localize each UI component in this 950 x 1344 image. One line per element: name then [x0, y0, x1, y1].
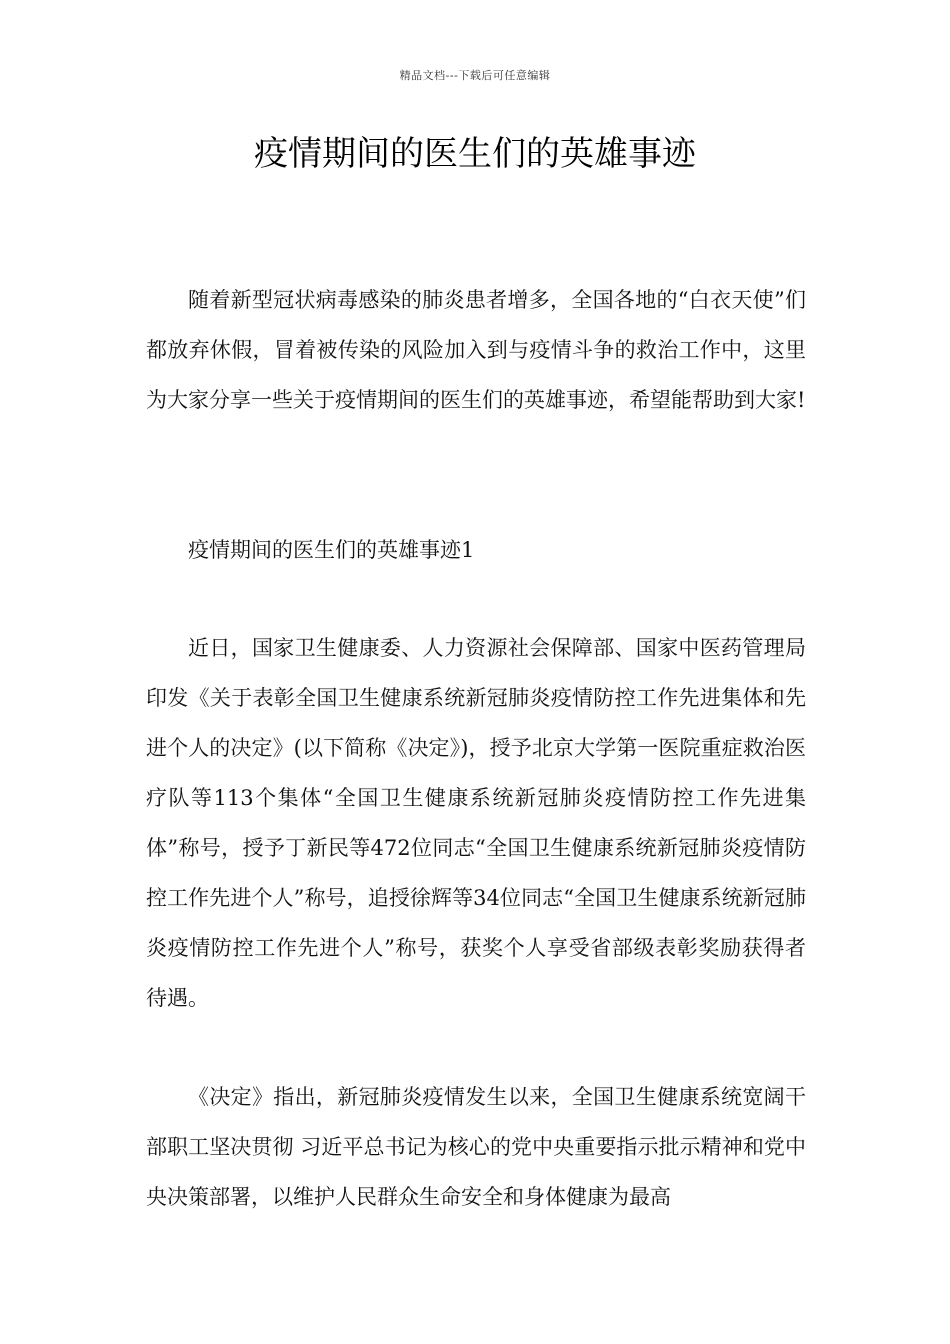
- section-heading: 疫情期间的医生们的英雄事迹1: [188, 538, 475, 562]
- paragraph-intro: 随着新型冠状病毒感染的肺炎患者增多，全国各地的“白衣天使”们都放弃休假，冒着被传染的风险加入到与疫情斗争的救治工作中，这里为大家分享一些关于疫情期间的医生们的英雄事迹，希望能帮助到大家!: [146, 288, 806, 412]
- paragraph-commendation: 近日，国家卫生健康委、人力资源社会保障部、国家中医药管理局印发《关于表彰全国卫生健康系统新冠肺炎疫情防控工作先进集体和先进个人的决定》(以下简称《决定》)，授予北京大学第一医院重症救治医疗队等113个集体“全国卫生健康系统新冠肺炎疫情防控工作先进集体”称号，授予丁新民等472位同志“全国卫生健康系统新冠肺炎疫情防控工作先进个人”称号，追授徐辉等34位同志“全国卫生健康系统新冠肺炎疫情防控工作先进个人”称号，获奖个人享受省部级表彰奖励获得者待遇。: [146, 636, 806, 1010]
- document-title: 疫情期间的医生们的英雄事迹: [254, 134, 696, 174]
- header-note: 精品文档---下载后可任意编辑: [399, 69, 551, 82]
- paragraph-decision: 《决定》指出，新冠肺炎疫情发生以来，全国卫生健康系统宽阔干部职工坚决贯彻 习近平总书记为核心的党中央重要指示批示精神和党中央决策部署，以维护人民群众生命安全和身体健康为最高: [146, 1085, 806, 1209]
